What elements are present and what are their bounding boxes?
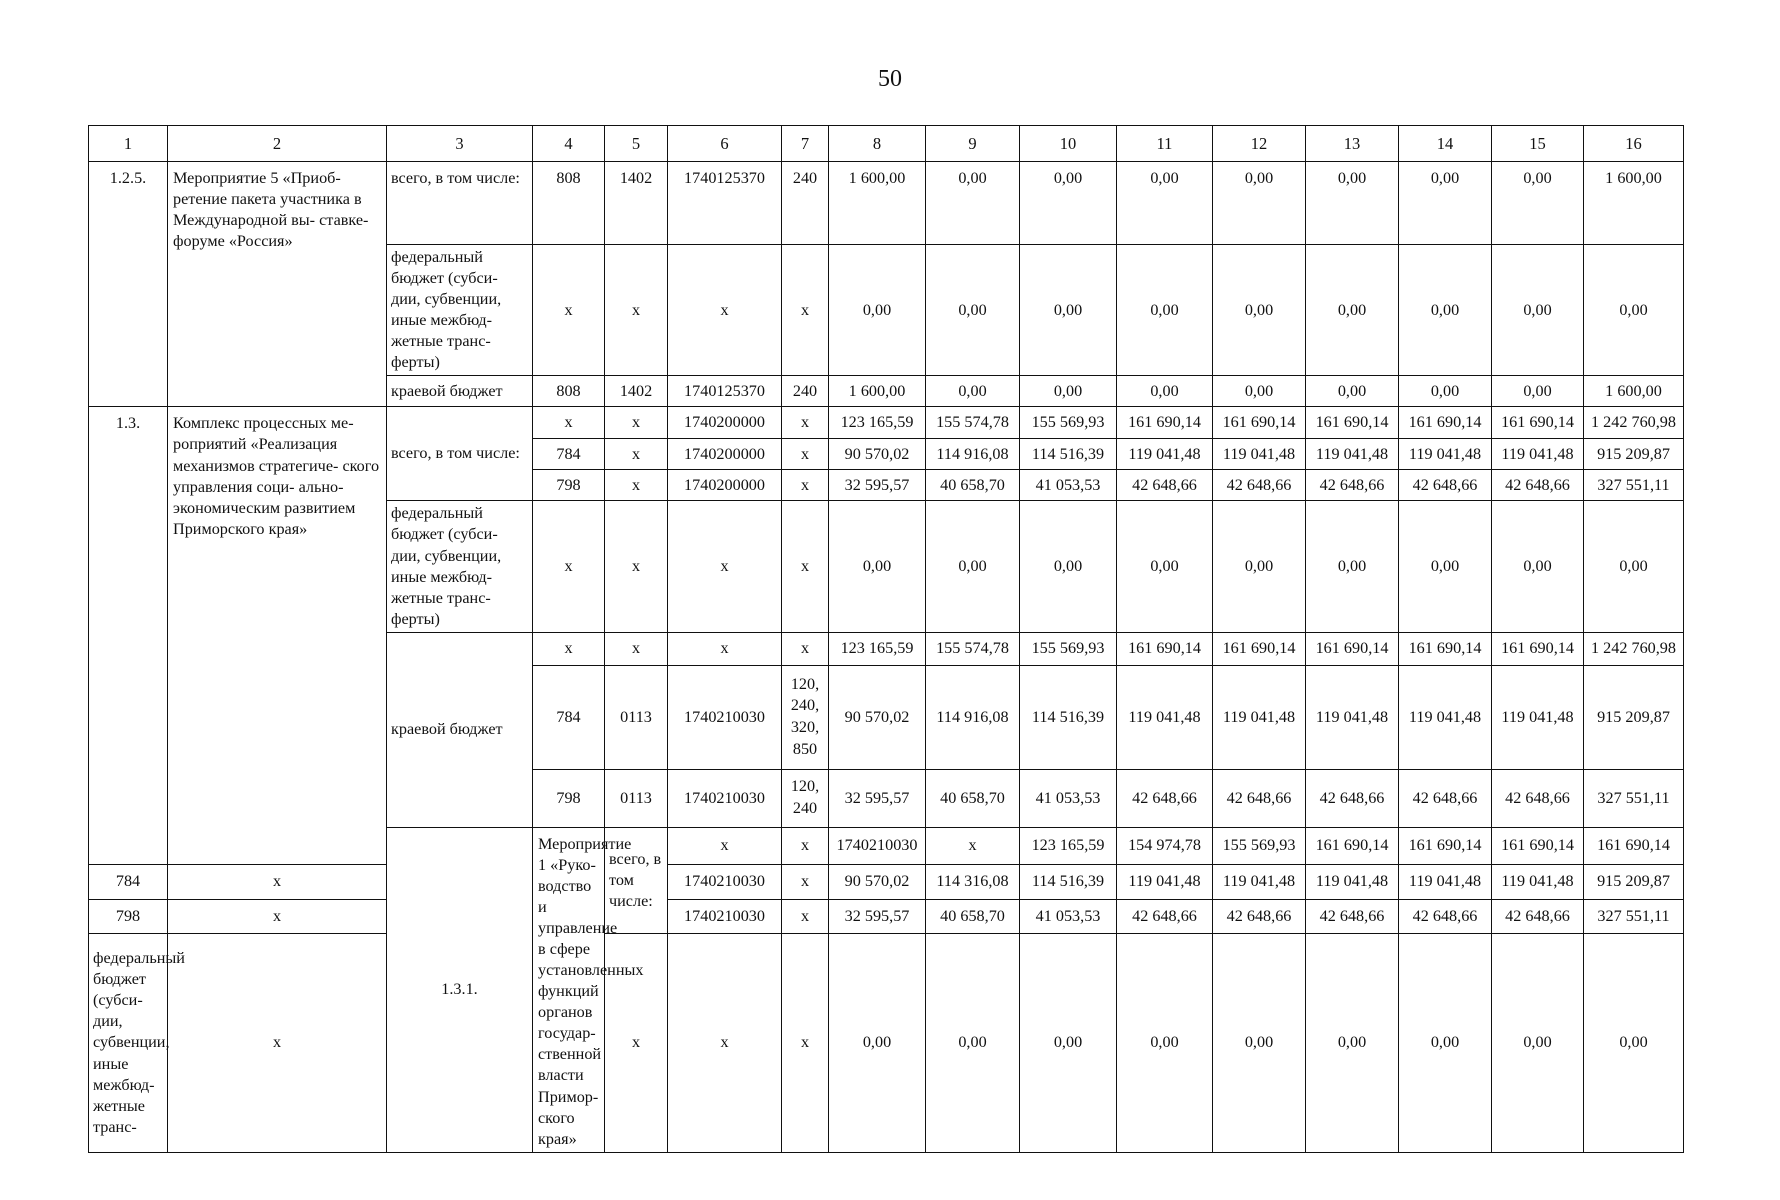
row-description: Мероприятие 5 «Приоб- ретение пакета участника в Международной вы- ставке-форуме «Россия» [168,162,387,407]
value-cell: 240 [782,162,829,245]
value-cell: x [605,245,668,376]
value-cell: 1402 [605,162,668,245]
value-cell: 915 209,87 [1584,864,1684,899]
value-cell: 42 648,66 [1399,769,1492,827]
value-cell: 42 648,66 [1117,769,1213,827]
value-cell: 1740210030 [668,864,782,899]
value-cell: x [668,827,782,864]
value-cell: 90 570,02 [829,864,926,899]
value-cell: 155 569,93 [1213,827,1306,864]
value-cell: x [782,934,829,1152]
value-cell: 120, 240, 320, 850 [782,665,829,769]
value-cell: x [782,407,829,439]
value-cell: 1 600,00 [1584,162,1684,245]
column-header: 9 [926,126,1020,162]
value-cell: 915 209,87 [1584,439,1684,470]
value-cell: 1740210030 [829,827,926,864]
value-cell: 0,00 [926,501,1020,632]
value-cell: x [533,501,605,632]
value-cell: x [533,632,605,665]
value-cell: 915 209,87 [1584,665,1684,769]
value-cell: 123 165,59 [829,632,926,665]
value-cell: 327 551,11 [1584,769,1684,827]
value-cell: 1740125370 [668,162,782,245]
value-cell: 41 053,53 [1020,899,1117,934]
value-cell: 161 690,14 [1399,827,1492,864]
value-cell: 240 [782,376,829,407]
value-cell: 42 648,66 [1306,899,1399,934]
value-cell: 0,00 [1213,501,1306,632]
value-cell: 40 658,70 [926,470,1020,501]
value-cell: 114 316,08 [926,864,1020,899]
source-cell: всего, в том числе: [387,162,533,245]
column-header: 11 [1117,126,1213,162]
value-cell: 119 041,48 [1399,864,1492,899]
value-cell: 42 648,66 [1492,769,1584,827]
value-cell: x [668,632,782,665]
value-cell: 114 516,39 [1020,864,1117,899]
value-cell: 0,00 [1399,162,1492,245]
row-description: Комплекс процессных ме- роприятий «Реализация механизмов стратегиче- ского управления соци- ально-экономическим развитием Приморского края» [168,407,387,864]
value-cell: 119 041,48 [1492,665,1584,769]
column-header: 3 [387,126,533,162]
value-cell: 42 648,66 [1492,899,1584,934]
value-cell: 0,00 [926,245,1020,376]
value-cell: 161 690,14 [1117,632,1213,665]
value-cell: 119 041,48 [1492,439,1584,470]
value-cell: 155 569,93 [1020,632,1117,665]
value-cell: 119 041,48 [1306,665,1399,769]
source-cell: всего, в том числе: [605,827,668,934]
value-cell: 1 600,00 [829,162,926,245]
value-cell: x [605,632,668,665]
value-cell: 161 690,14 [1584,827,1684,864]
table-row [89,407,1684,439]
source-cell: федеральный бюджет (субси- дии, субвенции, иные межбюд- жетные транс- ферты) [387,501,533,632]
value-cell: 0,00 [1306,162,1399,245]
value-cell: 784 [533,665,605,769]
value-cell: x [782,864,829,899]
value-cell: 0,00 [1584,501,1684,632]
value-cell: x [168,864,387,899]
value-cell: 119 041,48 [1399,665,1492,769]
value-cell: 0,00 [1020,162,1117,245]
value-cell: 119 041,48 [1399,439,1492,470]
value-cell: 0,00 [1117,245,1213,376]
value-cell: 0,00 [1213,376,1306,407]
value-cell: 32 595,57 [829,470,926,501]
value-cell: 0,00 [1399,245,1492,376]
value-cell: 1740210030 [668,769,782,827]
value-cell: 0,00 [1492,245,1584,376]
value-cell: 119 041,48 [1306,864,1399,899]
value-cell: 0,00 [829,934,926,1152]
value-cell: 808 [533,162,605,245]
value-cell: 40 658,70 [926,769,1020,827]
value-cell: 161 690,14 [1213,407,1306,439]
value-cell: 1740200000 [668,470,782,501]
column-header: 10 [1020,126,1117,162]
value-cell: 0,00 [1306,376,1399,407]
value-cell: 0,00 [1117,162,1213,245]
table-row [89,864,1684,899]
value-cell: 0,00 [829,501,926,632]
column-header: 5 [605,126,668,162]
value-cell: 123 165,59 [1020,827,1117,864]
value-cell: 161 690,14 [1492,632,1584,665]
value-cell: x [605,439,668,470]
value-cell: x [168,934,387,1152]
value-cell: 327 551,11 [1584,470,1684,501]
value-cell: 42 648,66 [1213,769,1306,827]
value-cell: 0,00 [1306,245,1399,376]
column-header: 8 [829,126,926,162]
value-cell: 0,00 [1399,376,1492,407]
value-cell: 114 916,08 [926,665,1020,769]
value-cell: x [782,899,829,934]
value-cell: 0,00 [1584,245,1684,376]
value-cell: 119 041,48 [1213,439,1306,470]
value-cell: 0,00 [1117,501,1213,632]
value-cell: 0,00 [1213,245,1306,376]
value-cell: 0113 [605,769,668,827]
value-cell: 119 041,48 [1117,864,1213,899]
value-cell: x [605,470,668,501]
value-cell: 120, 240 [782,769,829,827]
value-cell: 161 690,14 [1492,827,1584,864]
source-cell: федеральный бюджет (субси- дии, субвенции, иные межбюд- жетные транс- ферты) [387,245,533,376]
value-cell: 0,00 [1020,376,1117,407]
header-row [89,126,1684,162]
page-number: 50 [878,66,902,92]
value-cell: x [605,501,668,632]
value-cell: 42 648,66 [1306,470,1399,501]
column-header: 1 [89,126,168,162]
budget-table [88,125,1684,1153]
row-description: Мероприятие 1 «Руко- водство и управление в сфере установленных функций органов государ- ственной власти Примор- ского края» [533,827,605,1152]
value-cell: 42 648,66 [1399,470,1492,501]
value-cell: 0,00 [1020,245,1117,376]
table-row [89,899,1684,934]
column-header: 7 [782,126,829,162]
table-row [89,934,1684,1152]
value-cell: 1740200000 [668,439,782,470]
value-cell: 161 690,14 [1492,407,1584,439]
value-cell: 154 974,78 [1117,827,1213,864]
value-cell: x [782,439,829,470]
value-cell: 798 [533,470,605,501]
value-cell: 161 690,14 [1399,407,1492,439]
value-cell: 114 516,39 [1020,439,1117,470]
value-cell: 119 041,48 [1117,439,1213,470]
value-cell: 0,00 [1492,376,1584,407]
value-cell: 114 516,39 [1020,665,1117,769]
value-cell: 41 053,53 [1020,769,1117,827]
column-header: 13 [1306,126,1399,162]
value-cell: 119 041,48 [1306,439,1399,470]
source-cell: федеральный бюджет (субси- дии, субвенции, иные межбюд- жетные транс- [89,934,168,1152]
value-cell: x [782,470,829,501]
value-cell: 155 574,78 [926,632,1020,665]
column-header: 12 [1213,126,1306,162]
value-cell: 42 648,66 [1117,899,1213,934]
value-cell: 114 916,08 [926,439,1020,470]
value-cell: 1402 [605,376,668,407]
value-cell: x [668,934,782,1152]
value-cell: x [533,245,605,376]
value-cell: 119 041,48 [1213,864,1306,899]
value-cell: 798 [89,899,168,934]
value-cell: 0,00 [1020,501,1117,632]
value-cell: 42 648,66 [1306,769,1399,827]
value-cell: 155 569,93 [1020,407,1117,439]
value-cell: x [605,407,668,439]
row-code: 1.3.1. [387,827,533,1152]
value-cell: x [668,245,782,376]
column-header: 16 [1584,126,1684,162]
value-cell: 0,00 [1213,162,1306,245]
value-cell: 1740210030 [668,665,782,769]
value-cell: x [168,899,387,934]
row-code: 1.2.5. [89,162,168,407]
value-cell: x [782,501,829,632]
value-cell: 0,00 [1306,934,1399,1152]
value-cell: 161 690,14 [1213,632,1306,665]
value-cell: 784 [89,864,168,899]
column-header: 6 [668,126,782,162]
value-cell: 155 574,78 [926,407,1020,439]
value-cell: 119 041,48 [1492,864,1584,899]
value-cell: 0,00 [1399,501,1492,632]
value-cell: 161 690,14 [1306,827,1399,864]
value-cell: x [926,827,1020,864]
table-body [89,126,1684,1153]
source-cell: краевой бюджет [387,632,533,827]
value-cell: 784 [533,439,605,470]
value-cell: 0,00 [1306,501,1399,632]
value-cell: 1740200000 [668,407,782,439]
value-cell: 42 648,66 [1213,470,1306,501]
value-cell: 0,00 [1399,934,1492,1152]
value-cell: 0,00 [926,376,1020,407]
value-cell: 0,00 [926,162,1020,245]
value-cell: 42 648,66 [1399,899,1492,934]
value-cell: 808 [533,376,605,407]
value-cell: 0,00 [1492,162,1584,245]
value-cell: 798 [533,769,605,827]
value-cell: 42 648,66 [1492,470,1584,501]
value-cell: 0113 [605,665,668,769]
value-cell: 1 600,00 [829,376,926,407]
value-cell: x [782,632,829,665]
value-cell: 327 551,11 [1584,899,1684,934]
value-cell: 41 053,53 [1020,470,1117,501]
value-cell: x [605,934,668,1152]
value-cell: 119 041,48 [1117,665,1213,769]
value-cell: 90 570,02 [829,665,926,769]
value-cell: x [533,407,605,439]
column-header: 14 [1399,126,1492,162]
value-cell: 1 600,00 [1584,376,1684,407]
value-cell: 161 690,14 [1399,632,1492,665]
value-cell: 0,00 [1584,934,1684,1152]
value-cell: 0,00 [1117,934,1213,1152]
value-cell: 1740125370 [668,376,782,407]
value-cell: 42 648,66 [1213,899,1306,934]
value-cell: 32 595,57 [829,769,926,827]
value-cell: 1 242 760,98 [1584,632,1684,665]
value-cell: 161 690,14 [1306,407,1399,439]
value-cell: 119 041,48 [1213,665,1306,769]
value-cell: 1 242 760,98 [1584,407,1684,439]
value-cell: 42 648,66 [1117,470,1213,501]
value-cell: 161 690,14 [1117,407,1213,439]
value-cell: 0,00 [1213,934,1306,1152]
column-header: 2 [168,126,387,162]
value-cell: 90 570,02 [829,439,926,470]
source-cell: всего, в том числе: [387,407,533,501]
value-cell: 1740210030 [668,899,782,934]
value-cell: 40 658,70 [926,899,1020,934]
value-cell: 32 595,57 [829,899,926,934]
row-code: 1.3. [89,407,168,864]
value-cell: x [782,245,829,376]
value-cell: 123 165,59 [829,407,926,439]
column-header: 4 [533,126,605,162]
value-cell: x [668,501,782,632]
column-header: 15 [1492,126,1584,162]
value-cell: 0,00 [1492,934,1584,1152]
value-cell: x [782,827,829,864]
value-cell: 0,00 [926,934,1020,1152]
table-row [89,162,1684,245]
value-cell: 0,00 [1492,501,1584,632]
value-cell: 0,00 [1117,376,1213,407]
value-cell: 161 690,14 [1306,632,1399,665]
value-cell: 0,00 [829,245,926,376]
value-cell: 0,00 [1020,934,1117,1152]
source-cell: краевой бюджет [387,376,533,407]
